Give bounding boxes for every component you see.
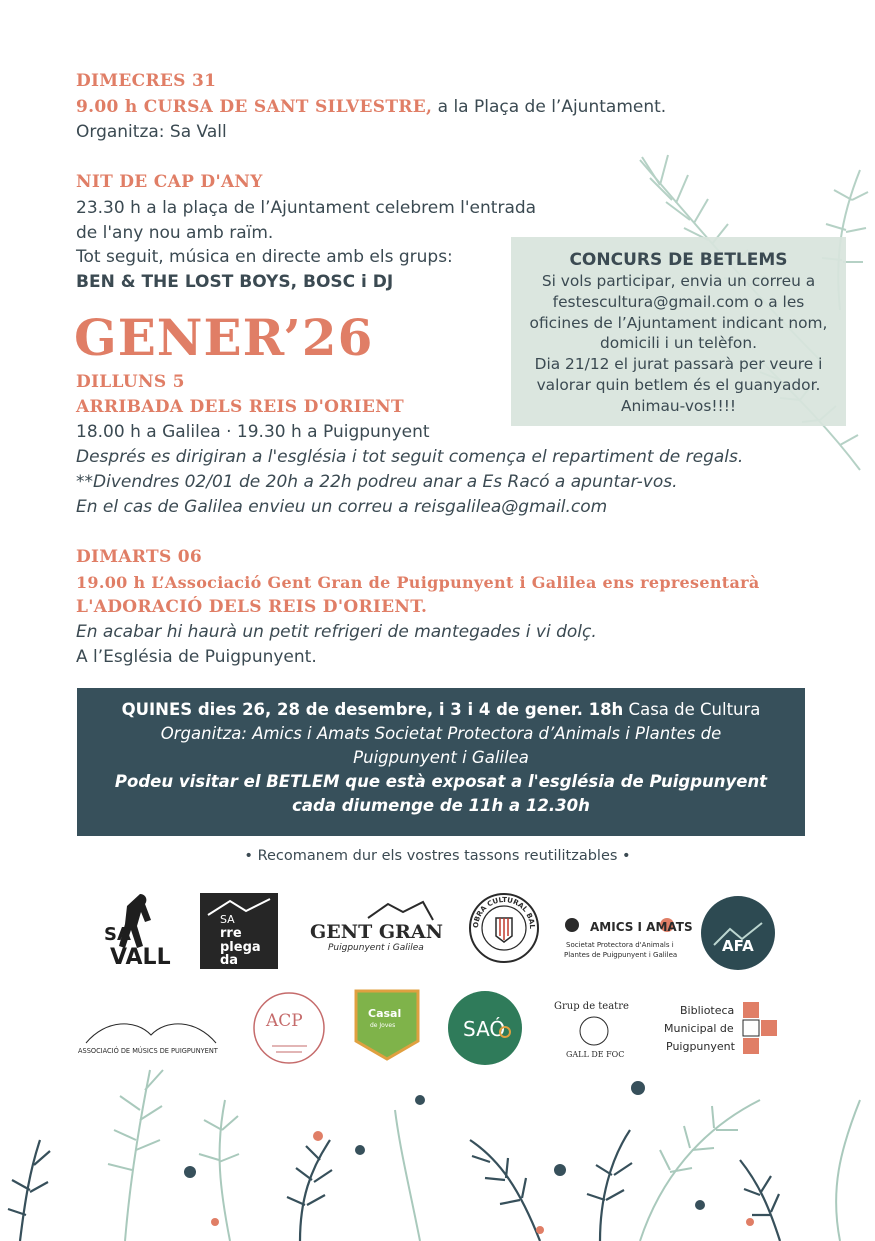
sao-text: SAÓ <box>463 1017 506 1041</box>
casal-joves-logo <box>352 987 422 1062</box>
betlems-line: domicili i un telèfon. <box>600 334 757 353</box>
jan5-note2: **Divendres 02/01 de 20h a 22h podreu anar a Es Racó a apuntar-vos. <box>76 472 678 492</box>
dec31-organizer: Organitza: Sa Vall <box>76 122 227 142</box>
dec31-event-place: a la Plaça de l’Ajuntament. <box>432 97 667 117</box>
quines-visit-1: Podeu visitar el BETLEM que està exposat a l'església de Puigpunyent <box>114 772 768 791</box>
quines-panel <box>77 688 805 836</box>
musics-text: ASSOCIACIÓ DE MÚSICS DE PUIGPUNYENT <box>78 1047 218 1055</box>
betlems-line: Animau-vos!!!! <box>620 396 737 415</box>
nye-title: NIT DE CAP D'ANY <box>76 172 263 192</box>
dec31-event <box>76 95 666 120</box>
sarreplegada-l1: SA <box>220 913 235 926</box>
nye-bands: BEN & THE LOST BOYS, BOSC i DJ <box>76 272 394 292</box>
jan5-day: DILLUNS 5 <box>76 372 185 392</box>
recommendation-note: • Recomanem dur els vostres tassons reutilitzables • <box>244 848 631 864</box>
betlems-title: CONCURS DE BETLEMS <box>569 250 788 270</box>
grup-teatre-logo <box>548 993 643 1063</box>
sa-vall-logo <box>100 890 175 970</box>
betlems-line: valorar quin betlem és el guanyador. <box>536 375 821 394</box>
quines-organizer-2: Puigpunyent i Galilea <box>353 748 529 767</box>
jan5-times: 18.00 h a Galilea · 19.30 h a Puigpunyent <box>76 422 430 442</box>
gent-gran-logo <box>298 898 443 953</box>
afa-text: AFA <box>722 937 754 955</box>
sa-vall-line2: VALL <box>110 945 171 970</box>
casal-main: Casal <box>368 1007 402 1020</box>
gent-gran-sub: Puigpunyent i Galilea <box>328 943 424 953</box>
casal-sub: de Joves <box>370 1022 396 1029</box>
jan6-note2: A l’Església de Puigpunyent. <box>76 647 317 667</box>
teatre-t2: GALL DE FOC <box>566 1050 625 1059</box>
quines-dates-bold: QUINES dies 26, 28 de desembre, i 3 i 4 de gener. 18h <box>121 700 624 719</box>
sarreplegada-l2: rre <box>220 926 242 941</box>
nye-line3: Tot seguit, música en directe amb els grups: <box>76 247 453 267</box>
amics-amats-sub1: Societat Protectora d'Animals i <box>566 941 674 949</box>
betlems-line: Dia 21/12 el jurat passarà per veure i <box>534 355 823 374</box>
betlems-line: Si vols participar, envia un correu a <box>541 272 816 290</box>
afa-logo <box>700 895 776 971</box>
gent-gran-main: GENT GRAN <box>310 921 443 943</box>
sa-vall-line1: SA <box>104 924 131 945</box>
betlems-line: oficines de l’Ajuntament indicant nom, <box>529 313 828 332</box>
jan5-note1: Després es dirigiran a l'església i tot seguit comença el repartiment de regals. <box>76 447 744 467</box>
quines-organizer-1: Organitza: Amics i Amats Societat Protectora d’Animals i Plantes de <box>160 724 722 743</box>
amics-amats-logo <box>562 903 693 965</box>
acp-text: ACP <box>266 1011 303 1031</box>
jan6-line2: L'ADORACIÓ DELS REIS D'ORIENT. <box>76 597 428 617</box>
amics-amats-sub2: Plantes de Puigpunyent i Galilea <box>564 951 678 959</box>
biblioteca-l1: Biblioteca <box>680 1004 735 1017</box>
obra-cultural-logo <box>468 892 540 964</box>
jan6-note1: En acabar hi haurà un petit refrigeri de mantegades i vi dolç. <box>76 622 597 642</box>
jan6-day: DIMARTS 06 <box>76 547 203 567</box>
jan5-note3: En el cas de Galilea envieu un correu a reisgalilea@gmail.com <box>76 497 608 517</box>
jan5-title: ARRIBADA DELS REIS D'ORIENT <box>76 397 404 417</box>
betlems-line: festescultura@gmail.com o a les <box>552 292 805 311</box>
quines-dates <box>77 698 805 722</box>
betlems-contest-box <box>511 237 846 426</box>
sarreplegada-logo <box>200 893 278 969</box>
biblioteca-l3: Puigpunyent <box>666 1040 735 1053</box>
sarreplegada-l4: da <box>220 953 239 968</box>
nye-line1: 23.30 h a la plaça de l’Ajuntament celebrem l'entrada <box>76 198 537 218</box>
jan6-line1: 19.00 h L’Associació Gent Gran de Puigpunyent i Galilea ens representarà <box>76 573 760 592</box>
musics-logo <box>76 1015 226 1055</box>
obra-cultural-text: OBRA CULTURAL BAL <box>471 895 537 930</box>
dec31-event-title: 9.00 h CURSA DE SANT SILVESTRE, <box>76 97 433 117</box>
sarreplegada-l3: plega <box>220 940 261 955</box>
biblioteca-l2: Municipal de <box>664 1022 734 1035</box>
nye-line2: de l'any nou amb raïm. <box>76 223 274 243</box>
quines-place: Casa de Cultura <box>623 700 761 719</box>
dec31-day: DIMECRES 31 <box>76 71 217 91</box>
month-heading: GENER’26 <box>74 308 374 367</box>
teatre-t1: Grup de teatre <box>554 1001 629 1012</box>
biblioteca-logo <box>662 1000 788 1060</box>
quines-visit-2: cada diumenge de 11h a 12.30h <box>292 796 590 815</box>
sao-logo <box>447 990 523 1066</box>
amics-amats-main: AMICS I AMATS <box>590 920 693 934</box>
acp-logo <box>252 986 327 1071</box>
